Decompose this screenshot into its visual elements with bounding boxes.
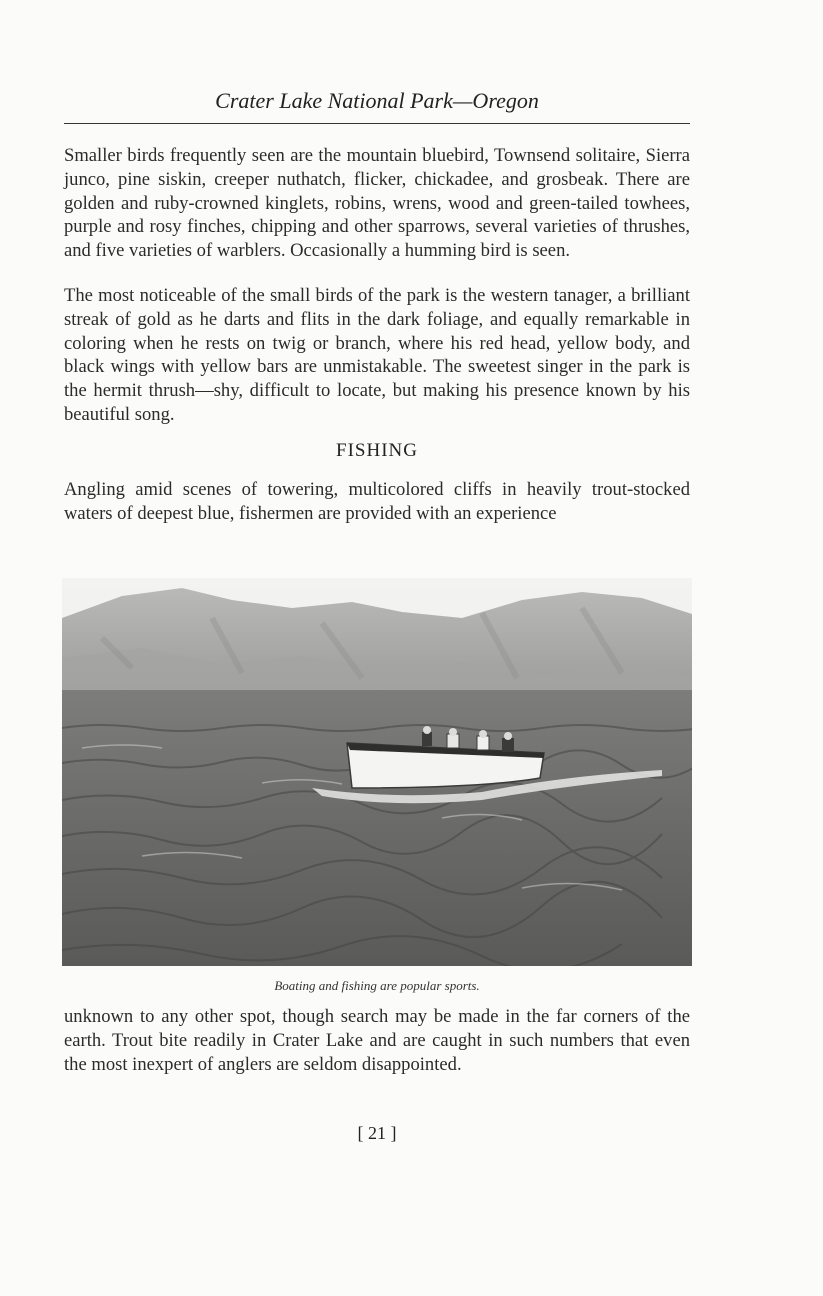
paragraph-angling-intro: Angling amid scenes of towering, multicolored cliffs in heavily trout-stocked waters of deepest blue, fishermen are provided with an experience <box>64 479 690 524</box>
running-head: Crater Lake National Park—Oregon <box>215 88 539 113</box>
boat-on-lake-image <box>62 578 692 966</box>
header-rule <box>64 123 690 124</box>
section-heading: FISHING <box>336 440 418 461</box>
page-number: [ 21 ] <box>357 1123 397 1143</box>
photo-caption: Boating and fishing are popular sports. <box>274 978 480 993</box>
paragraph-trout: unknown to any other spot, though search may be made in the far corners of the earth. Trout bite readily in Crater Lake and are caught in such numbers that even the most inexpert of anglers are seldom disappointed. <box>64 1006 690 1075</box>
boat-photo <box>62 578 692 966</box>
paragraph-western-tanager: The most noticeable of the small birds of the park is the western tanager, a brilliant streak of gold as he darts and flits in the dark foliage, and equally remarkable in coloring when he rests on twig or branch, where his red head, yellow body, and black wings with yellow bars are unmistakable. The sweetest singer in the park is the hermit thrush—shy, difficult to locate, but making his presence known by his beautiful song. <box>64 285 690 425</box>
paragraph-small-birds: Smaller birds frequently seen are the mountain bluebird, Townsend solitaire, Sierra junco, pine siskin, creeper nuthatch, flicker, chickadee, and grosbeak. There are golden and ruby-crowned kinglets, robins, wrens, wood and green-tailed towhees, purple and rosy finches, chipping and other sparrows, several varieties of thrushes, and five varieties of warblers. Occasionally a humming bird is seen. <box>64 145 690 262</box>
